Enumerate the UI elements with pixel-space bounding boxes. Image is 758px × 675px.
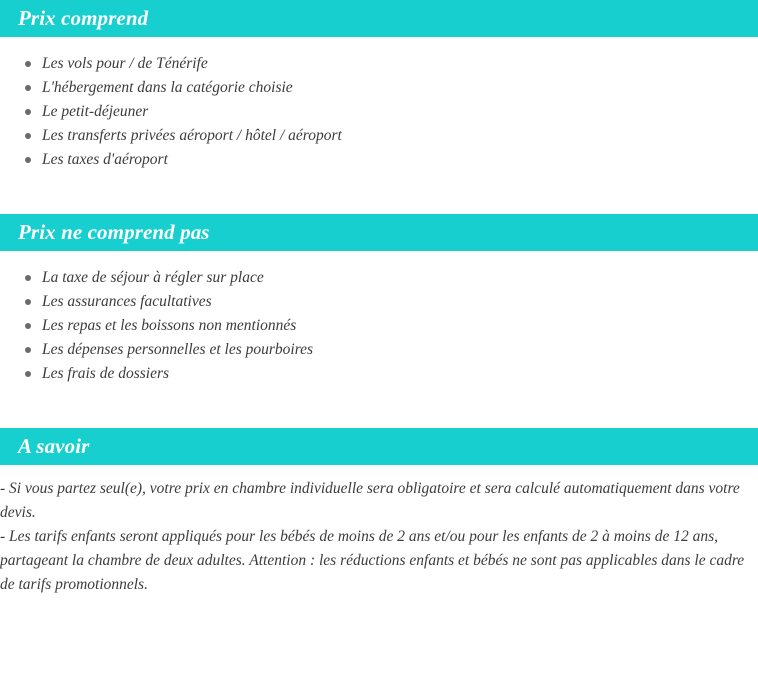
note-paragraph: - Si vous partez seul(e), votre prix en chambre individuelle sera obligatoire et sera calculé automatiquement dans votre devis. xyxy=(0,480,740,521)
list-item: La taxe de séjour à régler sur place xyxy=(0,266,758,290)
list-item: Les frais de dossiers xyxy=(0,362,758,386)
list-item: Les vols pour / de Ténérife xyxy=(0,52,758,76)
list-item: L'hébergement dans la catégorie choisie xyxy=(0,76,758,100)
section-title: A savoir xyxy=(18,434,90,458)
list-item: Les assurances facultatives xyxy=(0,290,758,314)
list-item: Les transferts privées aéroport / hôtel / aéroport xyxy=(0,124,758,148)
note-paragraph: - Les tarifs enfants seront appliqués pour les bébés de moins de 2 ans et/ou pour les enfants de 2 à moins de 12 ans, partageant la chambre de deux adultes. Attention : les réductions enfants et bébés ne sont pas applicables dans le cadre de tarifs promotionnels. xyxy=(0,528,745,593)
list-prix-comprend xyxy=(0,37,758,172)
section-header-prix-ne-comprend-pas xyxy=(0,214,758,251)
list-item: Les dépenses personnelles et les pourboires xyxy=(0,338,758,362)
section-title: Prix ne comprend pas xyxy=(18,220,210,244)
section-spacer xyxy=(0,172,758,214)
section-spacer xyxy=(0,386,758,428)
list-item: Les taxes d'aéroport xyxy=(0,148,758,172)
list-item: Les repas et les boissons non mentionnés xyxy=(0,314,758,338)
notes-a-savoir xyxy=(0,465,758,597)
list-prix-ne-comprend-pas xyxy=(0,251,758,386)
section-title: Prix comprend xyxy=(18,6,149,30)
list-item: Le petit-déjeuner xyxy=(0,100,758,124)
section-header-a-savoir xyxy=(0,428,758,465)
section-header-prix-comprend xyxy=(0,0,758,37)
